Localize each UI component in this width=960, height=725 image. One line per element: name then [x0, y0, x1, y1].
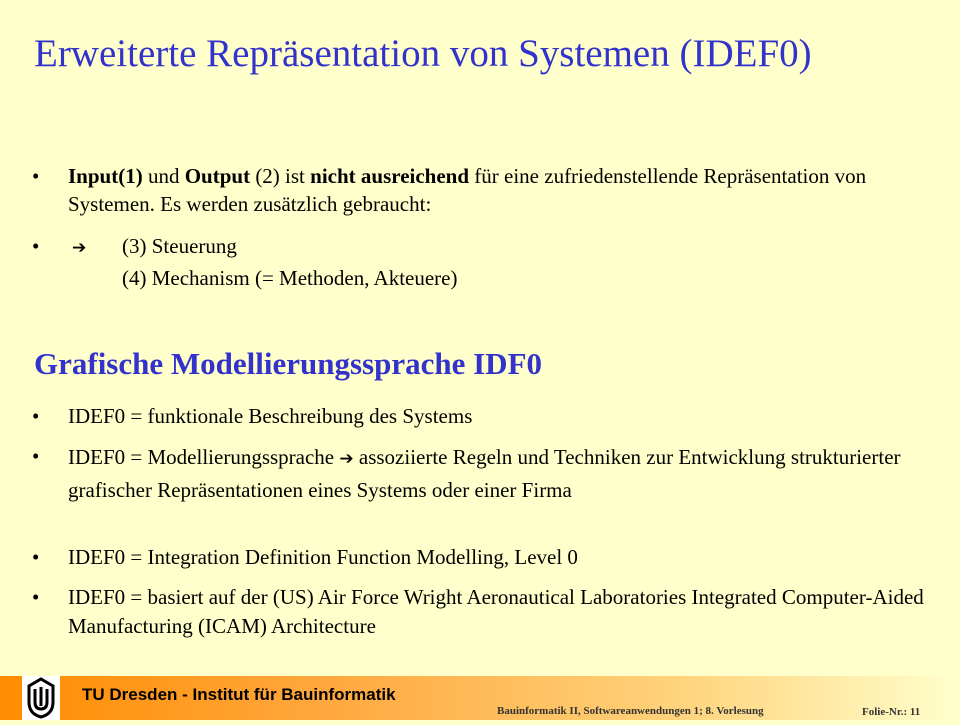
- bullet-emphasis: nicht ausreichend: [310, 164, 470, 188]
- bullet-output-term: Output: [184, 164, 251, 188]
- bullet-dot: •: [32, 545, 40, 569]
- section-heading: Grafische Modellierungssprache IDF0: [34, 346, 543, 381]
- footer-course: Bauinformatik II, Softwareanwendungen 1; 8. Vorlesung: [497, 705, 764, 717]
- bullet-input-term: Input(1): [68, 164, 143, 188]
- bullet-line: (4) Mechanism (= Methoden, Akteuere): [122, 266, 458, 290]
- bullet-text: [68, 442, 938, 506]
- footer-institute: TU Dresden - Institut für Bauinformatik: [82, 685, 396, 704]
- bullet-dot: •: [32, 444, 40, 468]
- bullet-line: (3) Steuerung: [122, 234, 237, 258]
- bullet-dot: •: [32, 585, 40, 609]
- bullet-text: IDEF0 = basiert auf der (US) Air Force Wright Aeronautical Laboratories Integrated Computer-Aided Manufacturing (ICAM) Architecture: [68, 585, 924, 638]
- bullet-text-part: für eine zufriedenstellende Repräsentation von Systemen. Es werden zusätzlich gebraucht:: [68, 164, 867, 216]
- bullet-text-part: und: [142, 164, 185, 188]
- bullet-dot: •: [32, 404, 40, 428]
- right-arrow-icon: ➔: [72, 238, 87, 258]
- bullet-dot: •: [32, 164, 40, 188]
- bullet-text-part: (2) ist: [250, 164, 311, 188]
- bullet-text: IDEF0 = funktionale Beschreibung des Systems: [68, 404, 473, 428]
- bullet-text: [68, 162, 938, 218]
- bullet-text: [122, 232, 922, 292]
- bullet-text-part: assoziierte Regeln und Techniken zur Entwicklung strukturierter grafischer Repräsentationen eines Systems oder einer Firma: [68, 445, 901, 502]
- right-arrow-icon: ➔: [339, 449, 354, 469]
- bullet-dot: •: [32, 234, 40, 258]
- bullet-text: IDEF0 = Integration Definition Function Modelling, Level 0: [68, 545, 578, 569]
- slide-number: Folie-Nr.: 11: [862, 706, 921, 718]
- tu-dresden-logo-icon: [22, 676, 60, 725]
- bullet-text-part: IDEF0 = Modellierungssprache: [68, 445, 340, 469]
- slide-title: Erweiterte Repräsentation von Systemen (IDEF0): [34, 32, 812, 75]
